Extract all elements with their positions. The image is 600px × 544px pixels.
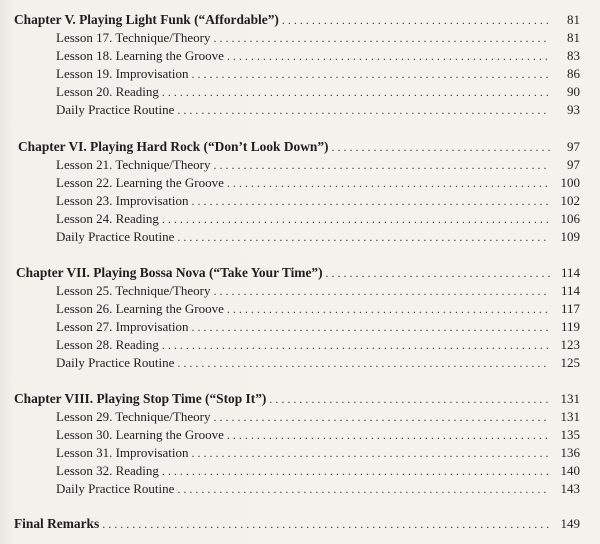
toc-lesson-25[interactable] xyxy=(0,283,580,301)
toc-final-remarks[interactable] xyxy=(0,516,580,534)
toc-page-number: 131 xyxy=(560,409,580,424)
dot-leader xyxy=(177,230,550,245)
dot-leader xyxy=(192,446,550,461)
toc-page-number: 131 xyxy=(560,391,580,406)
toc-entry-title: Chapter V. Playing Light Funk (“Affordable”) xyxy=(14,12,279,27)
toc-entry-title: Chapter VIII. Playing Stop Time (“Stop It”) xyxy=(14,391,267,406)
toc-practice-routine-8[interactable] xyxy=(0,481,580,499)
dot-leader xyxy=(162,338,550,353)
toc-page-number: 86 xyxy=(567,66,580,81)
toc-lesson-32[interactable] xyxy=(0,463,580,481)
toc-practice-routine-6[interactable] xyxy=(0,229,580,247)
toc-lesson-24[interactable] xyxy=(0,211,580,229)
toc-page-number: 119 xyxy=(560,319,580,334)
toc-page-number: 125 xyxy=(560,355,580,370)
toc-lesson-28[interactable] xyxy=(0,337,580,355)
dot-leader xyxy=(227,428,550,443)
toc-entry-title: Lesson 31. Improvisation xyxy=(56,445,189,460)
toc-page-number: 143 xyxy=(560,481,580,496)
dot-leader xyxy=(213,410,550,425)
toc-page-number: 123 xyxy=(560,337,580,352)
toc-entry-title: Lesson 24. Reading xyxy=(56,211,159,226)
toc-entry-title: Lesson 19. Improvisation xyxy=(56,66,189,81)
dot-leader xyxy=(213,158,550,173)
dot-leader xyxy=(177,356,550,371)
toc-entry-title: Lesson 30. Learning the Groove xyxy=(56,427,224,442)
toc-lesson-23[interactable] xyxy=(0,193,580,211)
dot-leader xyxy=(227,302,550,317)
toc-entry-title: Lesson 27. Improvisation xyxy=(56,319,189,334)
toc-page-number: 106 xyxy=(560,211,580,226)
toc-page-number: 90 xyxy=(567,84,580,99)
dot-leader xyxy=(162,85,550,100)
toc-chapter-8[interactable] xyxy=(0,391,580,409)
toc-entry-title: Chapter VI. Playing Hard Rock (“Don’t Look Down”) xyxy=(18,139,329,154)
toc-lesson-27[interactable] xyxy=(0,319,580,337)
toc-page-number: 102 xyxy=(560,193,580,208)
toc-page-number: 93 xyxy=(567,102,580,117)
toc-page-number: 136 xyxy=(560,445,580,460)
toc-lesson-19[interactable] xyxy=(0,66,580,84)
toc-page-number: 149 xyxy=(560,516,580,531)
toc-lesson-29[interactable] xyxy=(0,409,580,427)
toc-entry-title: Lesson 29. Technique/Theory xyxy=(56,409,211,424)
toc-chapter-5[interactable] xyxy=(0,12,580,30)
toc-page-number: 97 xyxy=(567,157,580,172)
toc-page-number: 81 xyxy=(567,12,580,27)
toc-entry-title: Daily Practice Routine xyxy=(56,102,175,117)
toc-lesson-26[interactable] xyxy=(0,301,580,319)
toc-page-number: 97 xyxy=(567,139,580,154)
dot-leader xyxy=(102,517,550,532)
dot-leader xyxy=(326,266,550,281)
toc-page-number: 140 xyxy=(560,463,580,478)
toc-entry-title: Lesson 26. Learning the Groove xyxy=(56,301,224,316)
dot-leader xyxy=(227,176,550,191)
toc-lesson-30[interactable] xyxy=(0,427,580,445)
toc-entry-title: Daily Practice Routine xyxy=(56,481,175,496)
toc-practice-routine-5[interactable] xyxy=(0,102,580,120)
dot-leader xyxy=(213,284,550,299)
dot-leader xyxy=(177,103,550,118)
toc-lesson-18[interactable] xyxy=(0,48,580,66)
dot-leader xyxy=(192,320,550,335)
toc-entry-title: Daily Practice Routine xyxy=(56,229,175,244)
toc-entry-title: Lesson 21. Technique/Theory xyxy=(56,157,211,172)
toc-lesson-21[interactable] xyxy=(0,157,580,175)
dot-leader xyxy=(192,194,550,209)
toc-lesson-17[interactable] xyxy=(0,30,580,48)
toc-practice-routine-7[interactable] xyxy=(0,355,580,373)
toc-lesson-20[interactable] xyxy=(0,84,580,102)
dot-leader xyxy=(162,212,550,227)
toc-entry-title: Final Remarks xyxy=(14,516,100,531)
toc-entry-title: Lesson 18. Learning the Groove xyxy=(56,48,224,63)
toc-page-number: 100 xyxy=(560,175,580,190)
toc-entry-title: Lesson 32. Reading xyxy=(56,463,159,478)
toc-entry-title: Lesson 25. Technique/Theory xyxy=(56,283,211,298)
toc-entry-title: Lesson 20. Reading xyxy=(56,84,159,99)
toc-page-number: 135 xyxy=(560,427,580,442)
toc-chapter-6[interactable] xyxy=(0,139,580,157)
dot-leader xyxy=(192,67,550,82)
toc-page-number: 109 xyxy=(560,229,580,244)
toc-lesson-31[interactable] xyxy=(0,445,580,463)
dot-leader xyxy=(162,464,550,479)
toc-page-number: 114 xyxy=(560,283,580,298)
dot-leader xyxy=(177,482,550,497)
toc-entry-title: Lesson 22. Learning the Groove xyxy=(56,175,224,190)
toc-page-number: 114 xyxy=(560,265,580,280)
toc-lesson-22[interactable] xyxy=(0,175,580,193)
toc-entry-title: Lesson 17. Technique/Theory xyxy=(56,30,211,45)
toc-page-number: 81 xyxy=(567,30,580,45)
dot-leader xyxy=(213,31,550,46)
dot-leader xyxy=(269,392,550,407)
toc-entry-title: Lesson 23. Improvisation xyxy=(56,193,189,208)
toc-entry-title: Daily Practice Routine xyxy=(56,355,175,370)
toc-page-number: 117 xyxy=(560,301,580,316)
dot-leader xyxy=(227,49,550,64)
toc-chapter-7[interactable] xyxy=(0,265,580,283)
toc-entry-title: Chapter VII. Playing Bossa Nova (“Take Your Time”) xyxy=(16,265,323,280)
toc-entry-title: Lesson 28. Reading xyxy=(56,337,159,352)
toc-page-number: 83 xyxy=(567,48,580,63)
dot-leader xyxy=(332,140,551,155)
dot-leader xyxy=(282,13,550,28)
